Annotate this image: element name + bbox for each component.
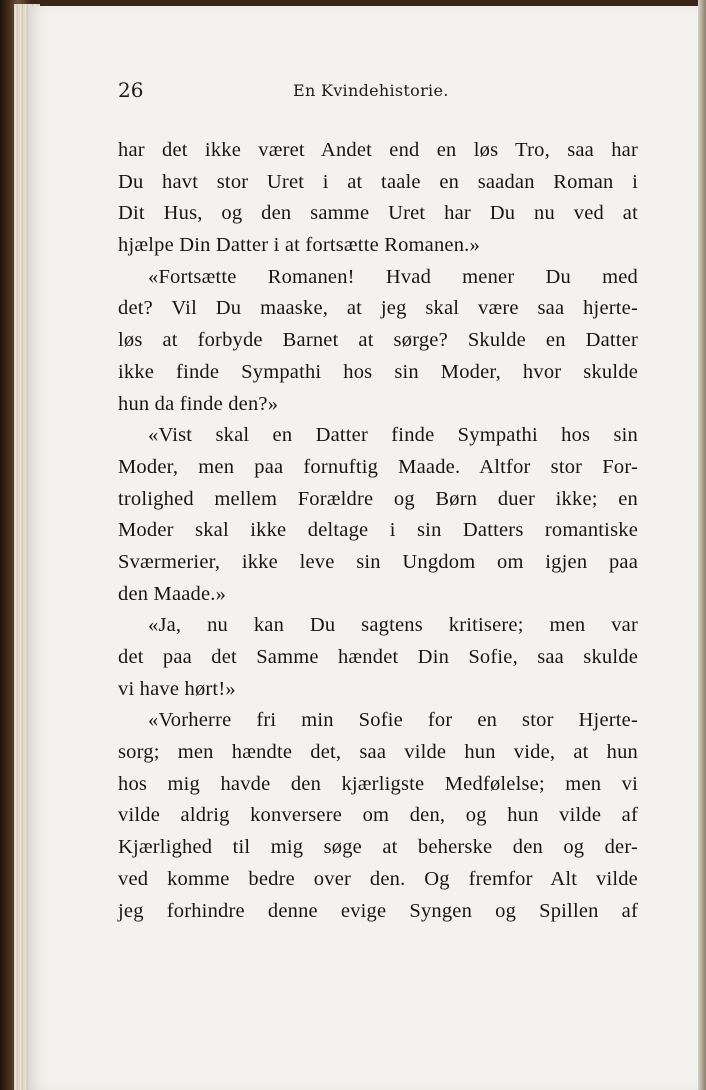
text-line: hjælpe Din Datter i at fortsætte Romanen.» (118, 234, 480, 257)
text-line: «Vorherre fri min Sofie for en stor Hjerte- (148, 709, 638, 732)
text-line: ved komme bedre over den. Og fremfor Alt vilde (118, 867, 638, 890)
text-line: Moder, men paa fornuftig Maade. Altfor stor For- (118, 455, 638, 478)
text-line: hun da finde den?» (118, 392, 279, 415)
text-line: hos mig havde den kjærligste Medfølelse; men vi (118, 772, 638, 795)
text-line: løs at forbyde Barnet at sørge? Skulde en Datter (118, 329, 638, 352)
text-line: har det ikke været Andet end en løs Tro, saa har (118, 139, 638, 161)
text-line: ikke finde Sympathi hos sin Moder, hvor skulde (118, 360, 638, 383)
text-line: «Ja, nu kan Du sagtens kritisere; men var (148, 614, 638, 637)
text-line: Kjærlighed til mig søge at beherske den og der- (118, 836, 638, 859)
body-text (118, 135, 638, 927)
text-line: jeg forhindre denne evige Syngen og Spillen af (118, 899, 638, 922)
text-line: vilde aldrig konversere om den, og hun vilde af (118, 804, 638, 827)
text-line: sorg; men hændte det, saa vilde hun vide, at hun (118, 741, 638, 764)
running-title: En Kvindehistorie. (293, 81, 449, 100)
text-line: vi have hørt!» (118, 677, 236, 700)
right-page-edge (698, 0, 706, 1090)
text-line: den Maade.» (118, 582, 227, 605)
text-line: det? Vil Du maaske, at jeg skal være saa hjerte- (118, 297, 638, 320)
text-line: Sværmerier, ikke leve sin Ungdom om igjen paa (118, 550, 638, 573)
page-number: 26 (118, 78, 144, 102)
page-header (118, 78, 638, 108)
text-line: «Fortsætte Romanen! Hvad mener Du med (148, 265, 638, 288)
text-line: trolighed mellem Forældre og Børn duer ikke; en (118, 487, 638, 510)
text-line: «Vist skal en Datter finde Sympathi hos sin (148, 424, 638, 447)
text-line: det paa det Samme hændet Din Sofie, saa skulde (118, 646, 638, 668)
text-line: Moder skal ikke deltage i sin Datters romantiske (118, 519, 638, 542)
text-line: Du havt stor Uret i at taale en saadan Roman i (118, 170, 638, 193)
text-line: Dit Hus, og den samme Uret har Du nu ved at (118, 202, 638, 225)
